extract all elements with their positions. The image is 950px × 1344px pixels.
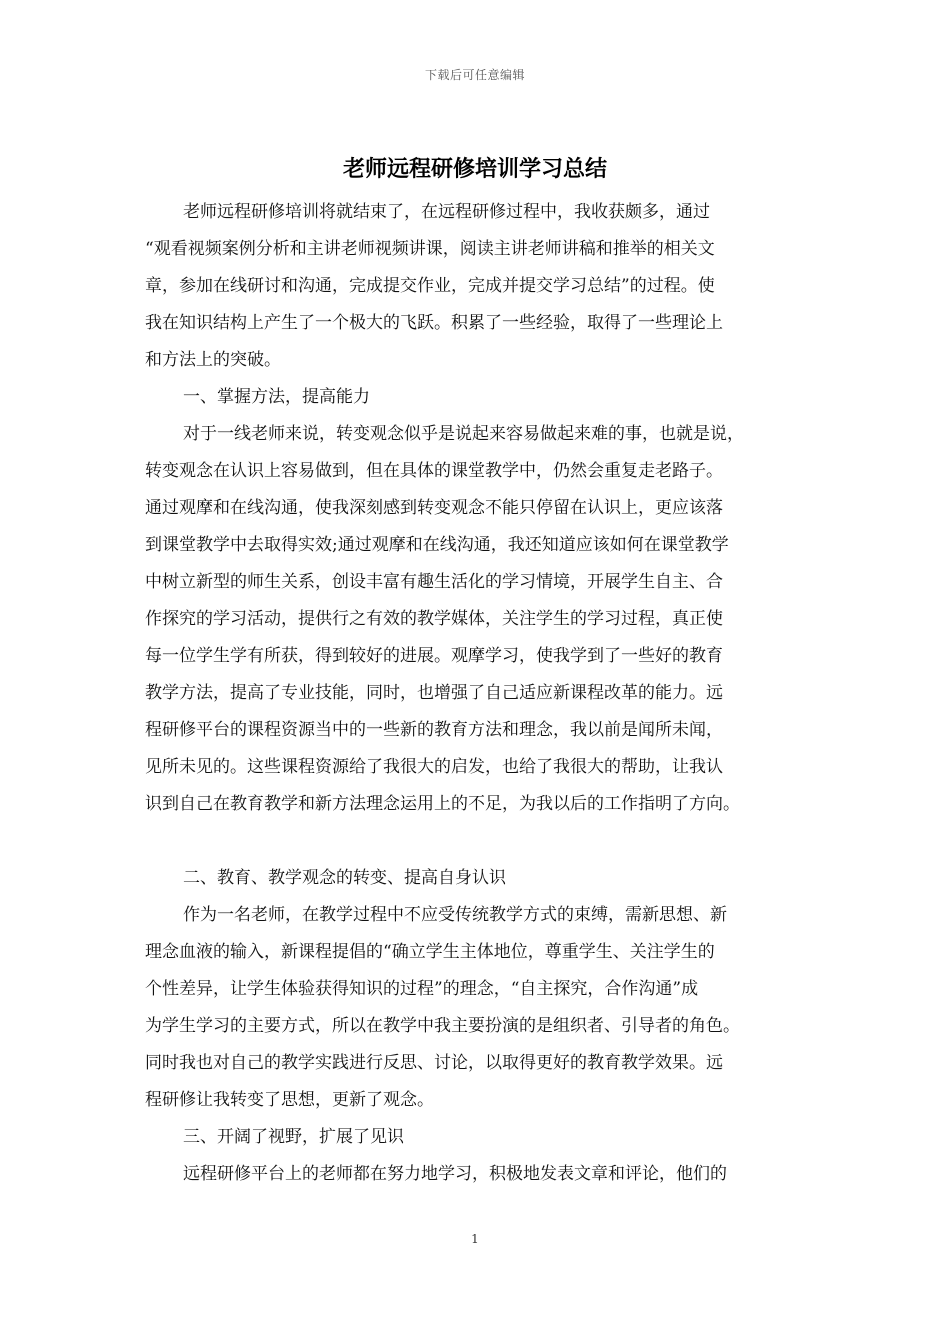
paragraph-line: 程研修平台的课程资源当中的一些新的教育方法和理念，我以前是闻所未闻，: [145, 720, 723, 740]
blank-line: [145, 823, 821, 860]
paragraph-line: 和方法上的突破。: [145, 350, 281, 370]
paragraph-line: 通过观摩和在线沟通，使我深刻感到转变观念不能只停留在认识上，更应该落: [145, 498, 723, 518]
document-title: 老师远程研修培训学习总结: [342, 157, 607, 182]
paragraph-line: 见所未见的。这些课程资源给了我很大的启发，也给了我很大的帮助，让我认: [145, 757, 723, 777]
paragraph-line: “观看视频案例分析和主讲老师视频讲课，阅读主讲老师讲稿和推举的相关文: [145, 239, 715, 259]
paragraph-line: 作探究的学习活动，提供行之有效的教学媒体，关注学生的学习过程，真正使: [145, 609, 723, 629]
paragraph-line: 到课堂教学中去取得实效;通过观摩和在线沟通，我还知道应该如何在课堂教学: [145, 535, 729, 555]
paragraph-line: 章，参加在线研讨和沟通，完成提交作业，完成并提交学习总结”的过程。使: [145, 276, 715, 296]
paragraph-line: 远程研修平台上的老师都在努力地学习，积极地发表文章和评论，他们的: [183, 1164, 727, 1184]
page-number: 1: [471, 1232, 479, 1246]
section-heading: 二、教育、教学观念的转变、提高自身认识: [183, 868, 506, 888]
paragraph-line: 我在知识结构上产生了一个极大的飞跃。积累了一些经验，取得了一些理论上: [145, 313, 723, 333]
header-note: 下载后可任意编辑: [424, 68, 525, 82]
paragraph-line: 理念血液的输入，新课程提倡的“确立学生主体地位，尊重学生、关注学生的: [145, 942, 715, 962]
paragraph-line: 老师远程研修培训将就结束了，在远程研修过程中，我收获颇多，通过: [183, 202, 710, 222]
section-heading: 三、开阔了视野，扩展了见识: [183, 1127, 404, 1147]
paragraph-line: 程研修让我转变了思想，更新了观念。: [145, 1090, 434, 1110]
paragraph-line: 同时我也对自己的教学实践进行反思、讨论，以取得更好的教育教学效果。远: [145, 1053, 723, 1073]
document-body: [145, 194, 821, 1193]
paragraph-line: 作为一名老师，在教学过程中不应受传统教学方式的束缚，需新思想、新: [183, 905, 727, 925]
paragraph-line: 转变观念在认识上容易做到，但在具体的课堂教学中，仍然会重复走老路子。: [145, 461, 723, 481]
paragraph-line: 对于一线老师来说，转变观念似乎是说起来容易做起来难的事，也就是说，: [183, 424, 744, 444]
paragraph-line: 教学方法，提高了专业技能，同时，也增强了自己适应新课程改革的能力。远: [145, 683, 723, 703]
paragraph-line: 中树立新型的师生关系，创设丰富有趣生活化的学习情境，开展学生自主、合: [145, 572, 723, 592]
paragraph-line: 为学生学习的主要方式，所以在教学中我主要扮演的是组织者、引导者的角色。: [145, 1016, 740, 1036]
section-heading: 一、掌握方法，提高能力: [183, 387, 370, 407]
paragraph-line: 每一位学生学有所获，得到较好的进展。观摩学习，使我学到了一些好的教育: [145, 646, 723, 666]
paragraph-line: 识到自己在教育教学和新方法理念运用上的不足，为我以后的工作指明了方向。: [145, 794, 740, 814]
paragraph-line: 个性差异，让学生体验获得知识的过程”的理念，“自主探究，合作沟通”成: [145, 979, 699, 999]
